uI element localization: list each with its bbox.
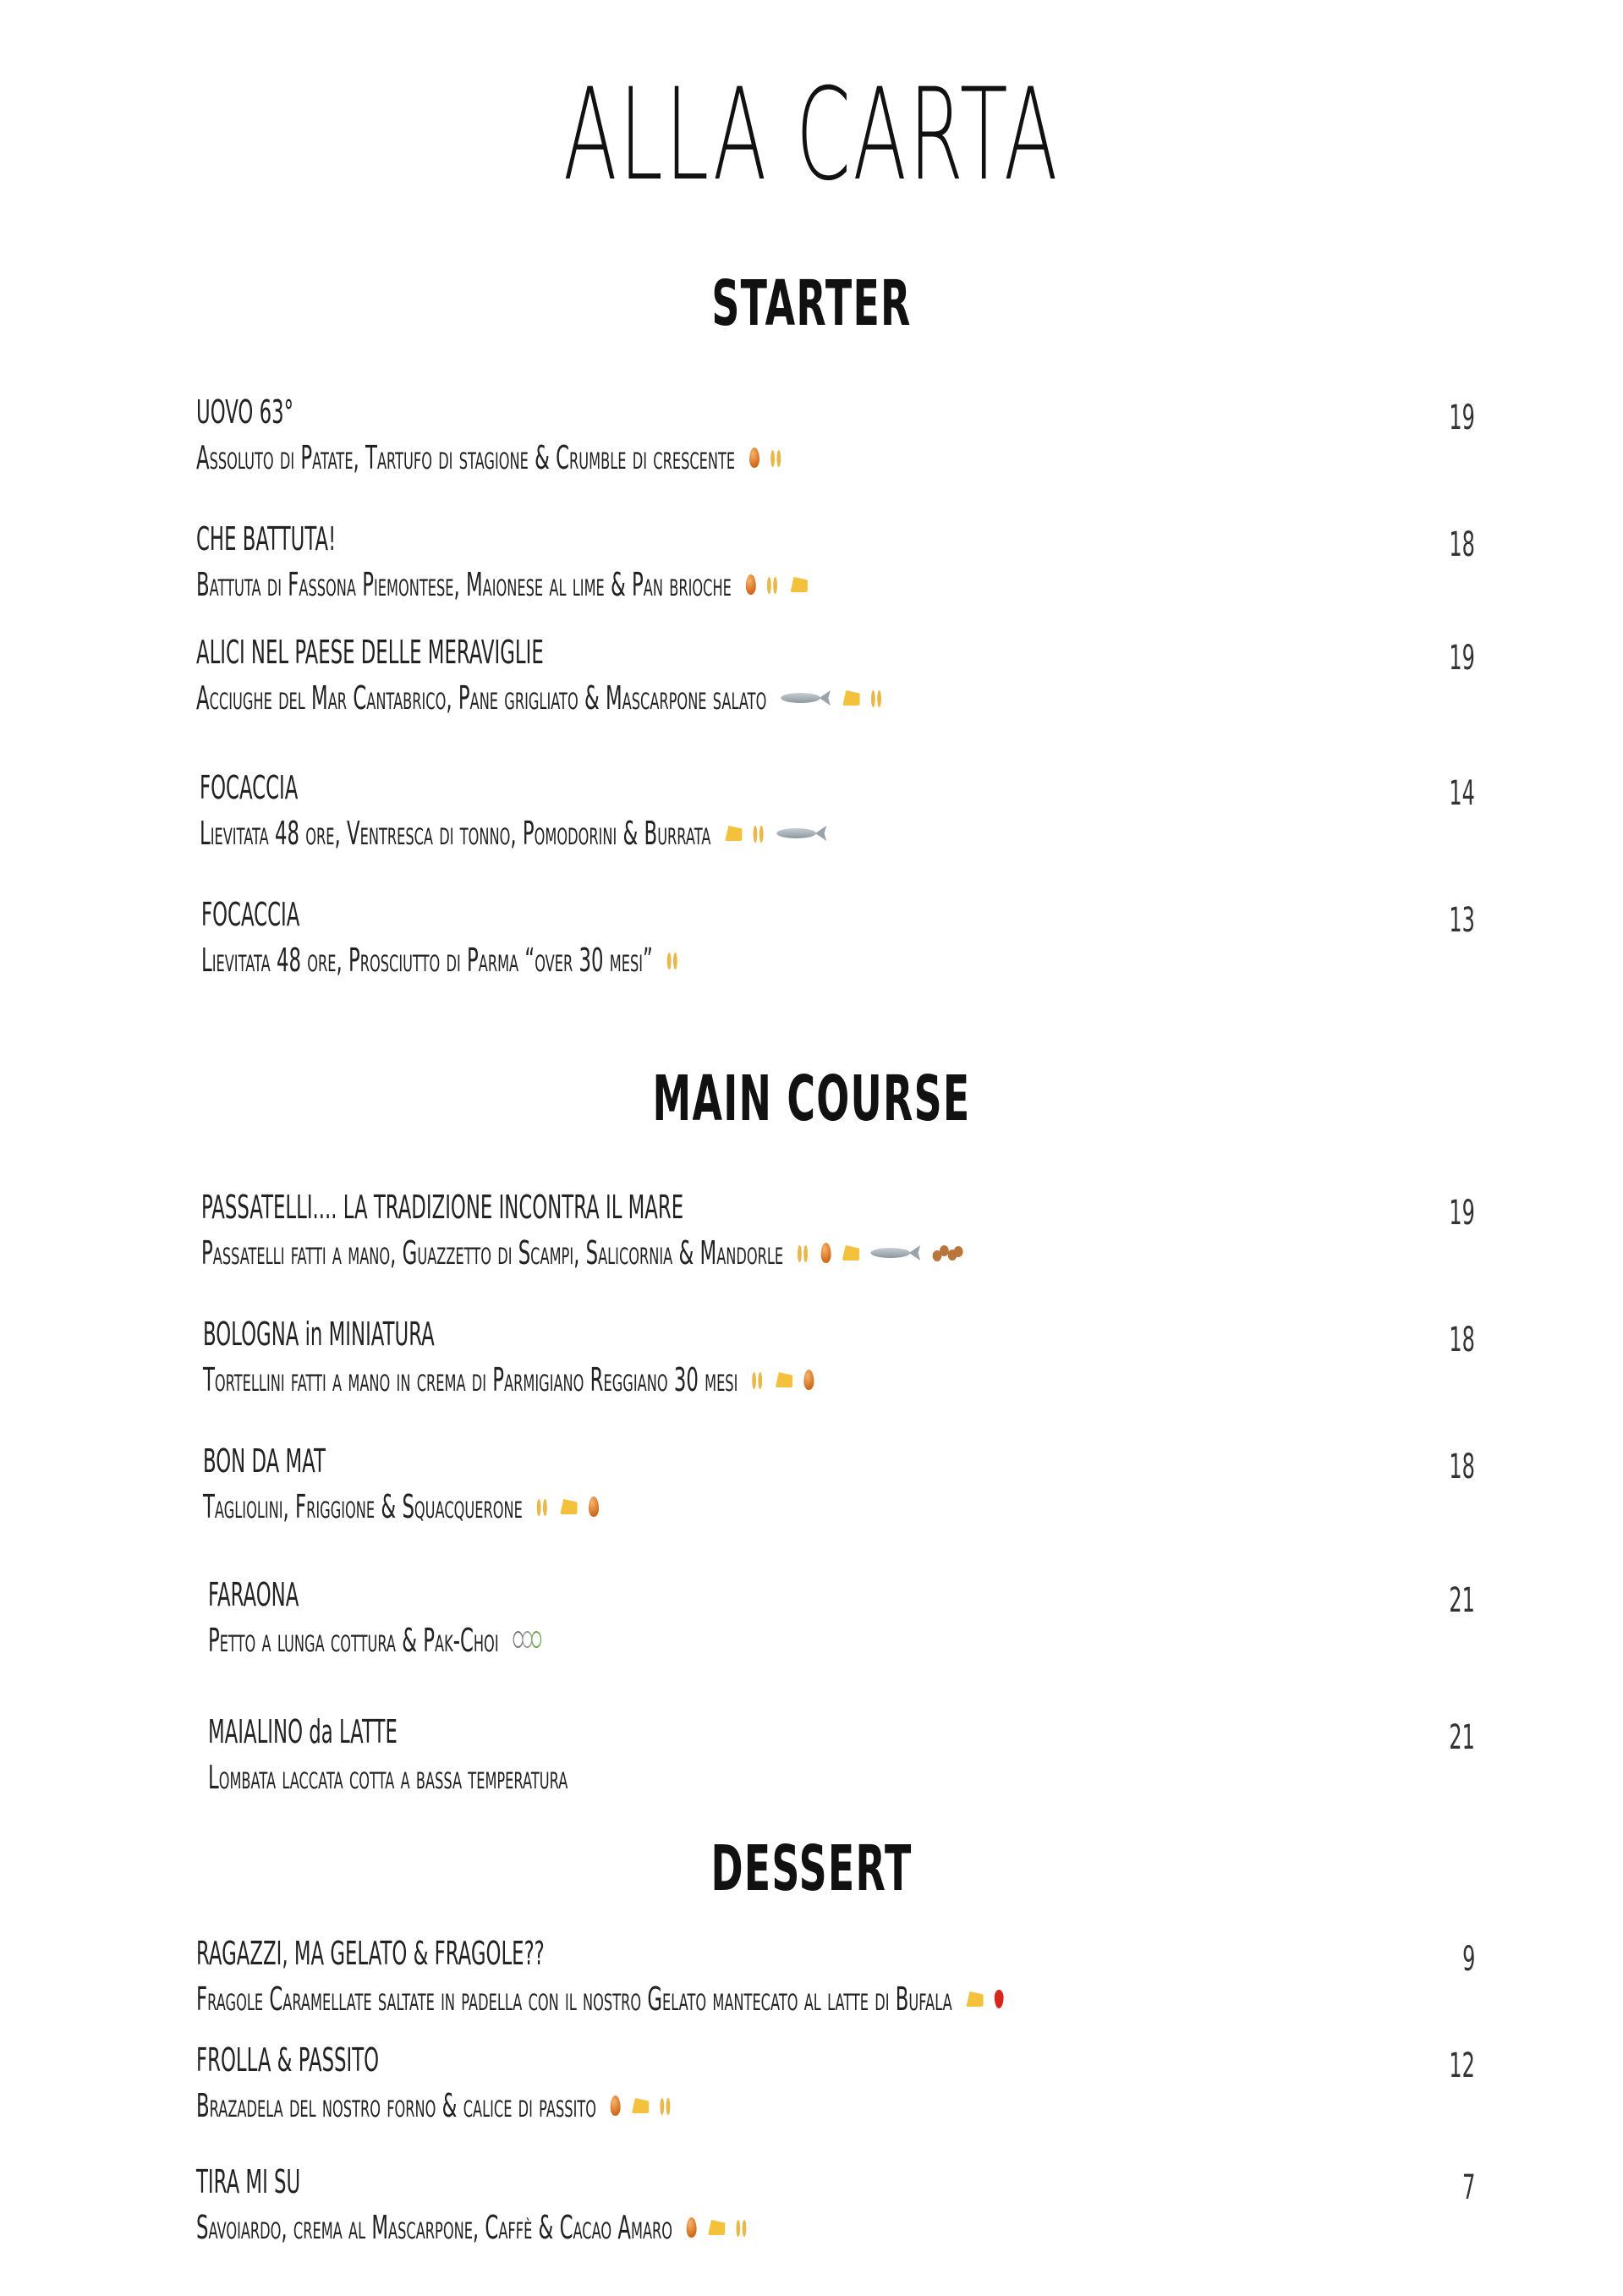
- dish-price: 13: [1449, 901, 1475, 940]
- allergen-icons: [749, 448, 783, 468]
- egg-icon: [611, 2096, 621, 2116]
- dish-price: 14: [1449, 774, 1475, 813]
- allergen-icons: [611, 2096, 672, 2116]
- dish-name: BOLOGNA in MINIATURA: [203, 1316, 435, 1353]
- dish-name: FOCACCIA: [201, 896, 300, 933]
- cheese-icon: [708, 2220, 725, 2235]
- dish-name: UOVO 63°: [196, 393, 294, 431]
- menu-item: [0, 393, 1623, 489]
- section-heading-main-course: MAIN COURSE: [652, 1063, 971, 1135]
- menu-item: [0, 520, 1623, 616]
- cheese-icon: [790, 577, 807, 592]
- dish-price: 18: [1449, 1321, 1475, 1359]
- cheese-icon: [632, 2098, 649, 2113]
- wheat-icon: [752, 1370, 764, 1389]
- dish-description: Savoiardo, crema al Mascarpone, Caffè & Cacao Amaro: [196, 2209, 673, 2246]
- wheat-icon: [537, 1497, 549, 1516]
- menu-item: [0, 2041, 1623, 2137]
- dish-description: Passatelli fatti a mano, Guazzetto di Scampi, Salicornia & Mandorle: [201, 1234, 784, 1272]
- dish-description: Lievitata 48 ore, Prosciutto di Parma “over 30 mesi”: [201, 942, 653, 979]
- dish-name: ALICI NEL PAESE DELLE MERAVIGLIE: [196, 634, 544, 671]
- allergen-icons: [781, 689, 883, 707]
- dish-description: Petto a lunga cottura & Pak-Choi: [208, 1622, 499, 1659]
- allergen-icons: [725, 824, 827, 843]
- egg-icon: [746, 574, 756, 595]
- dish-price: 9: [1461, 1940, 1475, 1979]
- dish-name: CHE BATTUTA!: [196, 520, 337, 558]
- allergen-icons: [746, 574, 808, 595]
- wheat-icon: [667, 951, 679, 969]
- menu-item: [0, 898, 1623, 991]
- dish-description-row: [203, 1488, 599, 1525]
- wheat-icon: [770, 448, 782, 467]
- strawberry-icon: [995, 1990, 1004, 2008]
- dish-description: Assoluto di Patate, Tartufo di stagione & Crumble di crescente: [196, 439, 736, 476]
- dish-name: FROLLA & PASSITO: [196, 2041, 380, 2079]
- wheat-icon: [661, 2096, 672, 2115]
- dish-name: FOCACCIA: [200, 769, 299, 806]
- allergen-icons: [667, 951, 679, 969]
- allergen-icons: [537, 1497, 599, 1517]
- dish-price: 19: [1449, 398, 1475, 437]
- fish-icon: [776, 825, 827, 842]
- dish-price: 21: [1449, 1718, 1475, 1757]
- allergen-icons: [513, 1631, 541, 1650]
- wheat-icon: [871, 689, 883, 707]
- dish-price: 18: [1449, 1447, 1475, 1486]
- menu-item: [0, 1713, 1623, 1809]
- egg-icon: [589, 1497, 599, 1517]
- dish-description: Lombata laccata cotta a bassa temperatura: [208, 1759, 568, 1796]
- egg-icon: [821, 1243, 831, 1263]
- wheat-icon: [767, 575, 779, 594]
- section-heading-dessert: DESSERT: [710, 1832, 913, 1905]
- dish-description-row: [203, 1361, 814, 1398]
- almond-icon: [933, 1244, 962, 1262]
- menu-item: [0, 1191, 1623, 1284]
- fish-icon: [870, 1244, 921, 1261]
- dish-price: 12: [1449, 2046, 1475, 2085]
- wheat-icon: [737, 2218, 748, 2237]
- dish-price: 19: [1449, 639, 1475, 678]
- cheese-icon: [842, 1245, 859, 1261]
- dish-name: MAIALINO da LATTE: [208, 1713, 398, 1750]
- dish-description: Tagliolini, Friggione & Squacquerone: [203, 1488, 523, 1525]
- cheese-icon: [966, 1991, 983, 2007]
- dish-description-row: [196, 679, 883, 717]
- dish-description-row: [201, 942, 679, 979]
- cheese-icon: [725, 826, 742, 841]
- menu-item: [0, 2163, 1623, 2259]
- page-title: ALLA CARTA: [563, 62, 1060, 209]
- celery-icon: [513, 1631, 541, 1650]
- dish-description: Fragole Caramellate saltate in padella con il nostro Gelato mantecato al latte di Bufala: [196, 1980, 952, 2018]
- dish-description: Lievitata 48 ore, Ventresca di tonno, Pomodorini & Burrata: [200, 815, 711, 852]
- menu-item: [0, 1937, 1623, 2030]
- dish-description-row: [200, 815, 827, 852]
- allergen-icons: [798, 1243, 962, 1263]
- wheat-icon: [754, 824, 765, 843]
- dish-price: 21: [1449, 1581, 1475, 1620]
- dish-name: BON DA MAT: [203, 1442, 326, 1480]
- dish-description: Tortellini fatti a mano in crema di Parmigiano Reggiano 30 mesi: [203, 1361, 738, 1398]
- menu-item: [0, 1318, 1623, 1411]
- dish-description-row: [201, 1234, 962, 1272]
- menu-item: [0, 1442, 1623, 1538]
- menu-item: [0, 769, 1623, 865]
- dish-description-row: [196, 439, 783, 476]
- dish-name: PASSATELLI.... LA TRADIZIONE INCONTRA IL MARE: [201, 1189, 684, 1226]
- wheat-icon: [798, 1244, 809, 1262]
- egg-icon: [749, 448, 759, 468]
- dish-description-row: [196, 2211, 748, 2244]
- allergen-icons: [966, 1990, 1003, 2008]
- cheese-icon: [842, 690, 859, 706]
- dish-description: Battuta di Fassona Piemontese, Maionese al lime & Pan brioche: [196, 566, 732, 603]
- allergen-icons: [687, 2217, 748, 2238]
- dish-name: TIRA MI SU: [196, 2163, 301, 2200]
- egg-icon: [803, 1370, 814, 1390]
- egg-icon: [687, 2217, 697, 2238]
- dish-price: 7: [1461, 2168, 1475, 2207]
- cheese-icon: [776, 1372, 792, 1387]
- menu-item: [0, 1576, 1623, 1672]
- menu-item: [0, 636, 1623, 729]
- dish-price: 18: [1449, 525, 1475, 564]
- dish-name: RAGAZZI, MA GELATO & FRAGOLE??: [196, 1935, 545, 1972]
- dish-name: FARAONA: [208, 1576, 299, 1613]
- cheese-icon: [560, 1499, 577, 1514]
- section-heading-starter: STARTER: [711, 267, 912, 340]
- dish-description-row: [208, 1759, 582, 1796]
- dish-description-row: [196, 2087, 672, 2124]
- dish-price: 19: [1449, 1194, 1475, 1233]
- dish-description-row: [196, 566, 808, 603]
- fish-icon: [781, 689, 831, 706]
- allergen-icons: [752, 1370, 814, 1390]
- dish-description-row: [208, 1622, 541, 1659]
- dish-description: Brazadela del nostro forno & calice di passito: [196, 2087, 596, 2124]
- dish-description: Acciughe del Mar Cantabrico, Pane grigliato & Mascarpone salato: [196, 679, 767, 717]
- dish-description-row: [196, 1980, 1004, 2018]
